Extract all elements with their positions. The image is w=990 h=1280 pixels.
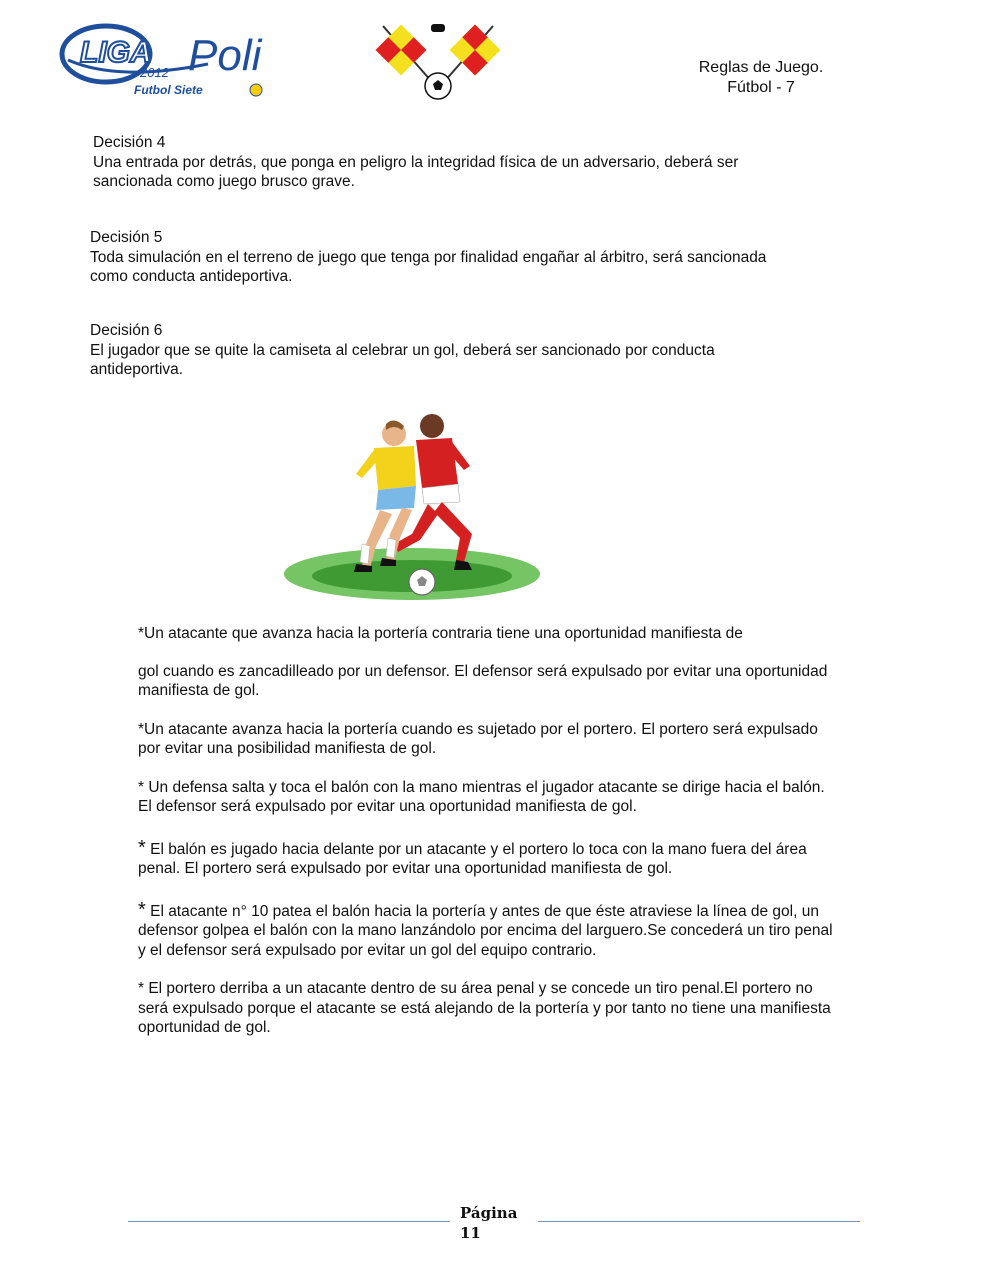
decision-title: Decisión 5 <box>90 229 163 246</box>
decision-4 <box>93 133 793 192</box>
footer-divider-right <box>538 1221 860 1222</box>
example-2: *Un atacante avanza hacia la portería cuando es sujetado por el portero. El portero será expulsado por evitar una posibilidad manifiesta de gol. <box>138 720 818 757</box>
page-footer <box>460 1203 530 1243</box>
decision-title: Decisión 6 <box>90 322 163 339</box>
page-label: Página <box>460 1204 518 1222</box>
decision-6 <box>90 321 730 380</box>
logo-poli-text: Poli <box>188 31 262 80</box>
header-title-line1: Reglas de Juego. <box>698 59 824 76</box>
decision-text: El jugador que se quite la camiseta al celebrar un gol, deberá ser sancionado por conducta antideportiva. <box>90 341 715 378</box>
header-title <box>671 58 851 98</box>
example-1-line1: *Un atacante que avanza hacia la portería contraria tiene una oportunidad manifiesta de <box>138 625 743 642</box>
decision-text: Toda simulación en el terreno de juego que tenga por finalidad engañar al árbitro, será sancionada como conducta antideportiva. <box>90 248 767 285</box>
example-4-text: El balón es jugado hacia delante por un atacante y el portero lo toca con la mano fuera del área penal. El portero será expulsado por evitar una oportunidad manifiesta de gol. <box>138 840 807 877</box>
page-number: 11 <box>460 1224 481 1242</box>
examples-section <box>138 624 838 1038</box>
decision-title: Decisión 4 <box>93 134 166 151</box>
example-3: * Un defensa salta y toca el balón con la mano mientras el jugador atacante se dirige hacia el balón. El defensor será expulsado por evitar una oportunidad manifiesta de gol. <box>138 778 825 815</box>
example-6: * El portero derriba a un atacante dentro de su área penal y se concede un tiro penal.El portero no será expulsado porque el atacante se está alejando de la portería y por tanto no tiene una manifiesta oportunidad de gol. <box>138 980 831 1036</box>
decision-text: Una entrada por detrás, que ponga en peligro la integridad física de un adversario, deberá ser sancionada como juego brusco grave. <box>93 153 739 190</box>
example-4-star: * <box>138 836 146 859</box>
decision-5 <box>90 228 770 287</box>
referee-flags-ball-icon <box>373 20 503 102</box>
example-1-rest: gol cuando es zancadilleado por un defensor. El defensor será expulsado por evitar una oportunidad manifiesta de gol. <box>138 662 828 699</box>
logo-liga-text: LIGA <box>80 36 152 69</box>
example-5 <box>138 898 838 961</box>
example-5-star: * <box>138 898 146 921</box>
example-5-text: El atacante n° 10 patea el balón hacia la portería y antes de que éste atraviese la línea de gol, un defensor golpea el balón con la mano lanzándolo por encima del larguero.Se concederá un tiro penal y el defensor será expulsado por evitar un gol del equipo contrario. <box>138 902 833 959</box>
example-4 <box>138 836 838 879</box>
logo-subtitle: Futbol Siete <box>134 83 203 97</box>
football-players-illustration <box>282 404 544 604</box>
liga-poli-logo <box>58 12 283 100</box>
header-title-line2: Fútbol - 7 <box>727 79 795 96</box>
footer-divider-left <box>128 1221 450 1222</box>
logo-year: 2012 <box>140 65 169 80</box>
